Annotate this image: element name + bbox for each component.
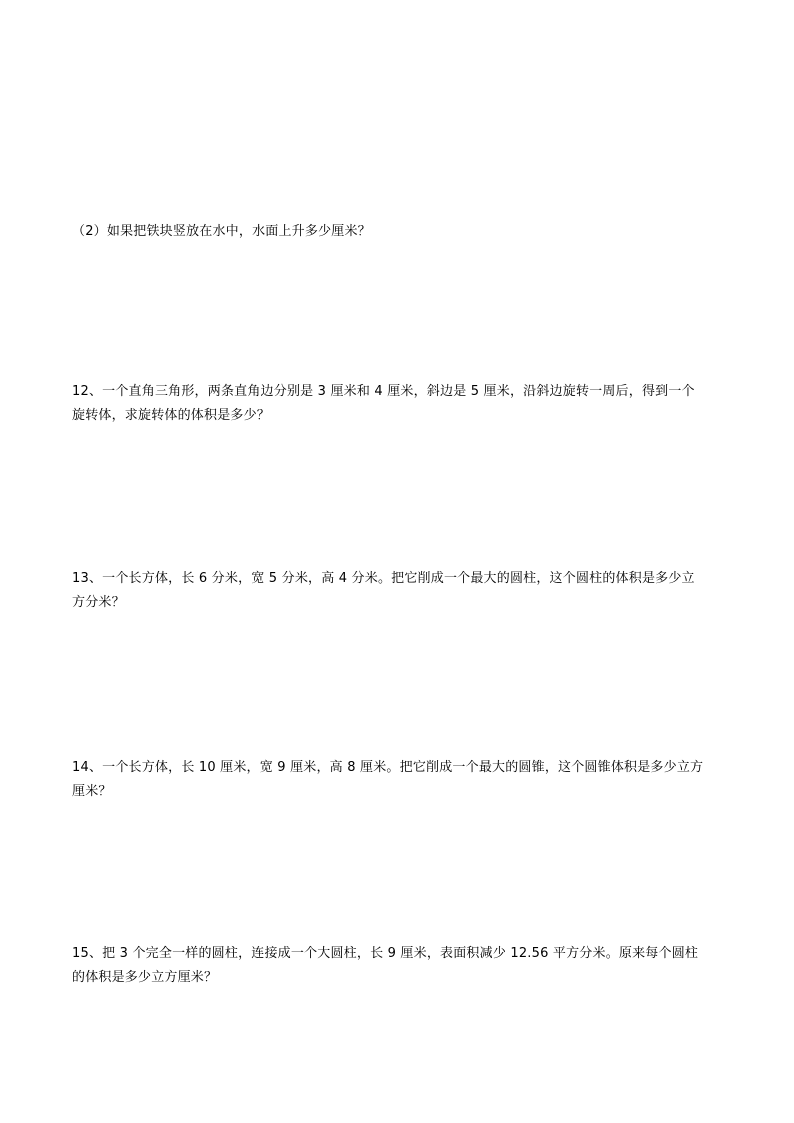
question-14 — [72, 756, 724, 804]
question-12 — [72, 380, 724, 428]
question-text-line: 12、一个直角三角形，两条直角边分别是 3 厘米和 4 厘米，斜边是 5 厘米，沿斜边旋转一周后，得到一个 — [72, 384, 695, 399]
question-11-part-2 — [72, 220, 724, 244]
question-text-line: 的体积是多少立方厘米？ — [72, 970, 218, 985]
question-text-line: 15、把 3 个完全一样的圆柱，连接成一个大圆柱，长 9 厘米，表面积减少 12.56 平方分米。原来每个圆柱 — [72, 946, 699, 961]
question-text-line: 厘米？ — [72, 784, 112, 799]
question-text-line: （2）如果把铁块竖放在水中，水面上升多少厘米？ — [72, 224, 371, 239]
question-text-line: 方分米？ — [72, 595, 125, 610]
question-15 — [72, 942, 724, 990]
question-13 — [72, 567, 724, 615]
question-text-line: 旋转体，求旋转体的体积是多少？ — [72, 408, 271, 423]
question-text-line: 13、一个长方体，长 6 分米，宽 5 分米，高 4 分米。把它削成一个最大的圆柱，这个圆柱的体积是多少立 — [72, 571, 695, 586]
question-text-line: 14、一个长方体，长 10 厘米，宽 9 厘米，高 8 厘米。把它削成一个最大的圆锥，这个圆锥体积是多少立方 — [72, 760, 704, 775]
